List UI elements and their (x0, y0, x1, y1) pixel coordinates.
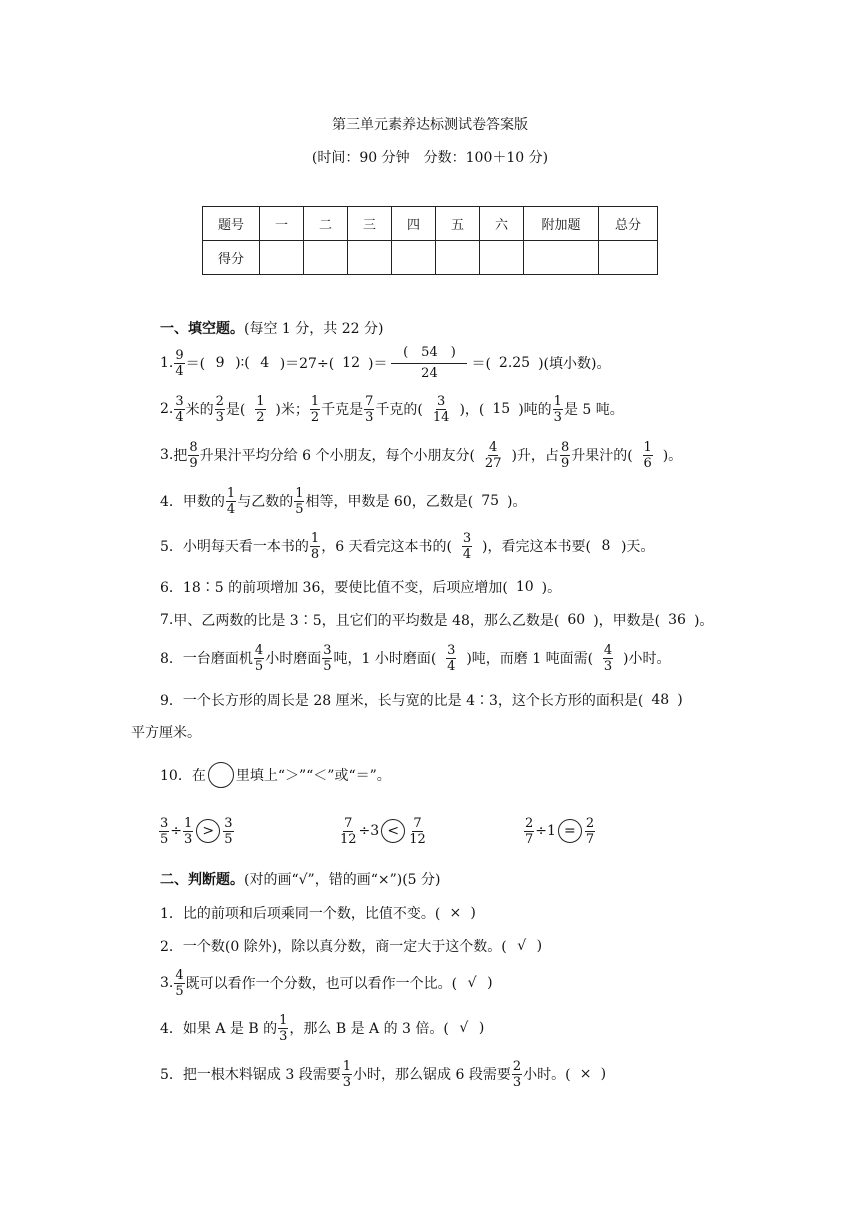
fraction: $\frac{2}{7}$ (585, 815, 595, 847)
text: 小时磨面 (265, 651, 322, 667)
text: 甲、乙两数的比是 3∶5，且它们的平均数是 48，那么乙数是( (173, 613, 560, 629)
question-number: 9． (160, 693, 183, 709)
section-heading (160, 864, 441, 894)
page-title: 第三单元素养达标测试卷答案版 (332, 117, 528, 133)
fraction: 4 5 (175, 967, 184, 999)
table-cell: 四 (392, 207, 436, 241)
text: 把 (173, 448, 188, 464)
fraction: 1 5 (295, 485, 304, 517)
operator: ÷3 (358, 823, 380, 839)
answer: $\frac{3}{14}$ (432, 393, 450, 425)
question-8 (160, 643, 671, 673)
text: )天。 (620, 539, 655, 555)
score-cell[interactable] (392, 241, 436, 275)
text: )，甲数是( (593, 613, 661, 629)
fraction: $\frac{3}{5}$ (160, 815, 169, 847)
section-heading (160, 313, 383, 343)
judge-question-3 (160, 968, 493, 998)
answer: $\frac{3}{4}$ (447, 642, 456, 674)
answer: 15 (492, 401, 511, 417)
fraction: 2 3 (512, 1058, 522, 1090)
answer: 9 (215, 355, 225, 371)
question-number: 5． (160, 1067, 183, 1083)
text: ) (470, 905, 476, 921)
text: 吨，1 小时磨面( (333, 651, 437, 667)
score-cell[interactable] (599, 241, 658, 275)
fraction: 3 5 (224, 815, 233, 847)
fraction: ( 54 ) 24 (391, 343, 467, 384)
answer: √ (459, 1020, 469, 1036)
answer: 10 (515, 579, 534, 595)
table-cell: 题号 (203, 207, 260, 241)
text: 平方厘米。 (131, 725, 201, 741)
question-4 (160, 486, 527, 516)
answer: $\frac{4}{3}$ (603, 642, 613, 674)
table-cell: 附加题 (524, 207, 599, 241)
question-3 (160, 440, 682, 470)
text: )米； (275, 402, 309, 418)
table-row (203, 241, 658, 275)
answer: $\frac{1}{2}$ (256, 393, 265, 425)
answer: 12 (342, 355, 360, 371)
text: 18∶5 的前项增加 36，要使比值不变，后项应增加( (182, 580, 508, 596)
text: )。 (662, 448, 683, 464)
fraction: 1 3 (279, 1012, 288, 1044)
fraction: 3 4 (175, 393, 184, 425)
question-9-continued (131, 717, 201, 747)
section-note: (每空 1 分，共 22 分) (244, 321, 384, 337)
text: 与乙数的 (237, 494, 294, 510)
text: ＝( (471, 356, 491, 372)
text: 千克是 (321, 402, 364, 418)
comparison-2 (338, 816, 428, 846)
text: )吨，而磨 1 吨面需( (466, 651, 594, 667)
text: )升，占 (511, 448, 559, 464)
question-number: 3. (160, 447, 174, 463)
text: )(填小数)。 (538, 356, 611, 372)
text: )∶( (235, 355, 250, 371)
operator: ÷ (170, 823, 183, 839)
question-number: 8． (160, 651, 183, 667)
text: 米的 (185, 402, 214, 418)
text: 一个长方形的周长是 28 厘米，长与宽的比是 4∶3，这个长方形的面积是( (182, 693, 644, 709)
score-table (202, 206, 658, 275)
score-cell[interactable] (260, 241, 304, 275)
text: 小明每天看一本书的 (182, 539, 309, 555)
text: ＝( (185, 356, 206, 372)
text: ) (536, 938, 543, 954)
fraction: 7 3 (365, 393, 374, 425)
text: )吨的 (518, 402, 552, 418)
question-number: 1. (160, 355, 174, 371)
score-cell[interactable] (480, 241, 524, 275)
score-cell[interactable] (524, 241, 599, 275)
operator: ÷1 (535, 823, 556, 839)
question-number: 3. (160, 975, 174, 991)
fraction: 1 3 (342, 1058, 352, 1090)
question-2 (160, 394, 624, 424)
text: 是 5 吨。 (563, 402, 624, 418)
comparison-3 (523, 816, 596, 846)
question-number: 1． (160, 906, 183, 922)
text: 比的前项和后项乘同一个数，比值不变。( (182, 906, 441, 922)
text: 升果汁平均分给 6 个小朋友，每个小朋友分( (199, 448, 475, 464)
fraction: 7 12 (409, 815, 426, 847)
fraction: $\frac{1}{3}$ (184, 815, 193, 847)
section-note: (对的画“√”，错的画“×”)(5 分) (244, 872, 441, 888)
table-cell: 总分 (599, 207, 658, 241)
text: 小时，那么锯成 6 段需要 (353, 1067, 511, 1083)
comparison-1 (158, 816, 235, 846)
answer: 8 (601, 538, 611, 554)
text: )小时。 (623, 651, 671, 667)
judge-question-2 (160, 931, 542, 961)
answer: √ (467, 975, 477, 991)
question-1 (160, 344, 611, 381)
answer-circle: > (196, 819, 220, 843)
text: 升果汁的( (571, 448, 633, 464)
text: 是( (225, 402, 246, 418)
text: ) (478, 1020, 485, 1036)
fraction: 8 9 (560, 439, 570, 471)
text: )＝ (367, 356, 388, 372)
answer: 75 (481, 493, 500, 509)
question-number: 10． (160, 768, 192, 784)
fraction: 4 5 (254, 642, 264, 674)
question-number: 5． (160, 539, 183, 555)
text: 千克的( (375, 402, 423, 418)
question-number: 2． (160, 939, 183, 955)
answer: 48 (651, 692, 670, 708)
section-title: 一、填空题。 (160, 321, 244, 337)
score-cell[interactable] (436, 241, 480, 275)
text: 在 (191, 768, 206, 784)
fraction: 3 5 (323, 642, 332, 674)
fraction: 1 8 (310, 530, 320, 562)
answer-circle: < (381, 819, 405, 843)
fraction: $\frac{7}{12}$ (340, 815, 357, 847)
answer: $\frac{1}{6}$ (643, 439, 652, 471)
text: )，( (459, 402, 485, 418)
question-5 (160, 531, 654, 561)
answer: 36 (668, 612, 686, 628)
text: 甲数的 (182, 494, 225, 510)
answer: $\frac{3}{4}$ (462, 530, 472, 562)
text: 里填上“＞”“＜”或“＝”。 (235, 768, 391, 784)
answer: 2.25 (498, 355, 531, 371)
text: ) (600, 1066, 607, 1082)
page-subtitle: (时间：90 分钟 分数：100＋10 分) (311, 150, 549, 166)
table-cell: 六 (480, 207, 524, 241)
answer: √ (517, 938, 527, 954)
judge-question-1 (160, 898, 476, 928)
score-cell[interactable] (348, 241, 392, 275)
question-number: 4． (160, 1021, 183, 1037)
text: )。 (507, 494, 527, 510)
fraction: 1 3 (553, 393, 562, 425)
table-cell: 一 (260, 207, 304, 241)
fraction: 8 9 (189, 439, 198, 471)
answer: × (449, 905, 462, 921)
answer-circle: = (558, 819, 582, 843)
table-cell: 五 (436, 207, 480, 241)
text: )＝27÷( (279, 356, 335, 372)
question-number: 2. (160, 401, 174, 417)
text: ，6 天看完这本书的( (321, 539, 453, 555)
score-cell[interactable] (304, 241, 348, 275)
text: ，那么 B 是 A 的 3 倍。( (289, 1021, 449, 1037)
table-row (203, 207, 658, 241)
question-6 (160, 572, 561, 602)
question-number: 4． (160, 494, 183, 510)
text: )。 (693, 613, 714, 629)
question-7 (160, 605, 713, 635)
answer: 60 (567, 612, 586, 628)
text: 既可以看作一个分数，也可以看作一个比。( (185, 976, 458, 992)
fraction: $\frac{2}{7}$ (525, 815, 534, 847)
text: )，看完这本书要( (482, 539, 591, 555)
question-9 (160, 685, 683, 715)
question-number: 6． (160, 580, 183, 596)
text: ) (677, 692, 683, 708)
question-10 (160, 760, 391, 790)
table-cell: 二 (304, 207, 348, 241)
text: 把一根木料锯成 3 段需要 (182, 1067, 341, 1083)
text: 如果 A 是 B 的 (182, 1021, 278, 1037)
answer: 4 (260, 355, 270, 371)
text: 小时。( (523, 1067, 571, 1083)
table-cell: 得分 (203, 241, 260, 275)
fraction: 1 4 (226, 485, 236, 517)
answer: $\frac{4}{27}$ (484, 439, 502, 471)
text: )。 (541, 580, 562, 596)
table-cell: 三 (348, 207, 392, 241)
answer: × (579, 1066, 592, 1082)
text: 一个数(0 除外)，除以真分数，商一定大于这个数。( (182, 939, 507, 955)
text: 一台磨面机 (182, 651, 253, 667)
fraction: 1 2 (310, 393, 320, 425)
judge-question-5 (160, 1059, 606, 1089)
question-number: 7. (160, 612, 174, 628)
judge-question-4 (160, 1013, 484, 1043)
fraction: 2 3 (215, 393, 224, 425)
section-title: 二、判断题。 (160, 872, 244, 888)
text: ) (487, 975, 493, 991)
fraction: 9 4 (175, 347, 184, 379)
text: 相等，甲数是 60，乙数是( (305, 494, 474, 510)
empty-circle-icon (208, 762, 234, 788)
